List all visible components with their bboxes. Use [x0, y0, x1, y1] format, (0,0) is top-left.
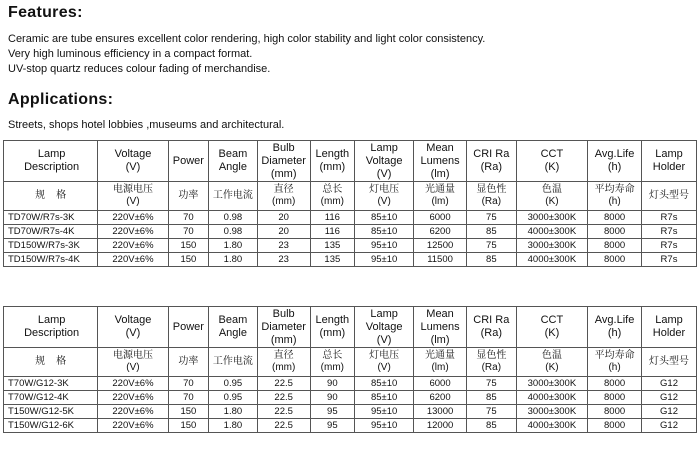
header-cell-cn	[310, 348, 355, 377]
header-cell	[98, 141, 168, 182]
header-name: Avg.Life	[594, 314, 635, 326]
header-cn-label: 显色性	[476, 184, 507, 195]
value-cell: 150	[168, 239, 208, 253]
header-cell	[642, 307, 697, 348]
value-cell: 135	[310, 239, 355, 253]
value-cell: 8000	[588, 253, 642, 267]
header-cell	[466, 141, 516, 182]
header-name: Length	[315, 314, 350, 326]
header-cell-cn	[355, 348, 414, 377]
header-cn-unit: (h)	[608, 362, 621, 373]
header-unit: (mm)	[270, 333, 297, 346]
header-row-en	[4, 141, 697, 182]
header-name-2: Diameter	[261, 320, 306, 333]
header-cell	[588, 141, 642, 182]
header-name: Power	[172, 320, 204, 333]
value-cell: 13000	[414, 405, 467, 419]
header-cn-unit: (V)	[377, 362, 391, 373]
value-cell: 8000	[588, 405, 642, 419]
feature-line-3: UV-stop quartz reduces colour fading of merchandise.	[8, 63, 271, 75]
value-cell: 70	[168, 377, 208, 391]
header-cn-unit: (Ra)	[481, 362, 502, 373]
value-cell: 20	[257, 225, 310, 239]
value-cell: 220V±6%	[98, 419, 168, 433]
value-cell: 95±10	[355, 239, 414, 253]
header-cn-label: 电源电压	[112, 184, 153, 195]
header-cell-cn	[588, 348, 642, 377]
value-cell: 3000±300K	[516, 405, 587, 419]
header-name: CCT	[540, 148, 564, 160]
value-cell: 95±10	[355, 419, 414, 433]
value-cell: 75	[466, 239, 516, 253]
header-name: Bulb	[272, 141, 295, 154]
header-unit: Description	[24, 161, 80, 173]
value-cell: 20	[257, 211, 310, 225]
header-cn-label: 平均寿命	[594, 350, 635, 361]
header-name: Mean	[426, 307, 454, 320]
value-cell: 85±10	[355, 391, 414, 405]
header-name: CRI Ra	[473, 148, 510, 160]
header-name: Avg.Life	[594, 148, 635, 160]
value-cell: 1.80	[209, 419, 258, 433]
header-cn-label: 电源电压	[112, 350, 153, 361]
spec-table-g12	[3, 306, 697, 433]
model-cell: T150W/G12-5K	[4, 405, 98, 419]
header-cell-cn	[209, 348, 258, 377]
header-unit: Angle	[218, 327, 247, 339]
header-cn-label: 总长	[322, 350, 343, 361]
value-cell: 8000	[588, 419, 642, 433]
header-cn-unit: (V)	[126, 362, 140, 373]
header-name-2: Lumens	[420, 154, 460, 167]
header-name: CRI Ra	[473, 314, 510, 326]
value-cell: 220V±6%	[98, 225, 168, 239]
header-cell-cn	[466, 348, 516, 377]
spec-table-r7s	[3, 140, 697, 267]
value-cell: 0.95	[209, 377, 258, 391]
value-cell: 8000	[588, 225, 642, 239]
header-unit: (Ra)	[480, 327, 503, 339]
value-cell: G12	[642, 419, 697, 433]
table-row	[4, 405, 697, 419]
header-cell	[168, 307, 208, 348]
value-cell: 220V±6%	[98, 405, 168, 419]
header-unit: Holder	[652, 327, 686, 339]
value-cell: 22.5	[257, 419, 310, 433]
value-cell: 75	[466, 211, 516, 225]
value-cell: 150	[168, 419, 208, 433]
model-cell: T150W/G12-6K	[4, 419, 98, 433]
value-cell: 150	[168, 405, 208, 419]
header-name: Voltage	[114, 148, 152, 160]
header-cn-unit: (V)	[126, 196, 140, 207]
header-cell-cn	[355, 182, 414, 211]
header-cell	[257, 307, 310, 348]
value-cell: 85	[466, 253, 516, 267]
header-name: Length	[315, 148, 350, 160]
value-cell: 1.80	[209, 253, 258, 267]
value-cell: 8000	[588, 391, 642, 405]
header-unit: (h)	[607, 327, 622, 339]
value-cell: 6200	[414, 391, 467, 405]
applications-heading: Applications:	[8, 91, 114, 108]
model-cell: T70W/G12-3K	[4, 377, 98, 391]
value-cell: G12	[642, 391, 697, 405]
header-cell-cn	[516, 348, 587, 377]
header-name: Beam	[218, 314, 248, 326]
header-cn-unit: (mm)	[272, 362, 296, 373]
header-cell	[209, 141, 258, 182]
value-cell: 6000	[414, 377, 467, 391]
value-cell: 4000±300K	[516, 225, 587, 239]
model-cell: TD150W/R7s-4K	[4, 253, 98, 267]
header-cell-cn	[168, 348, 208, 377]
value-cell: 95±10	[355, 405, 414, 419]
header-cell-cn	[310, 182, 355, 211]
table-row	[4, 239, 697, 253]
header-unit: Angle	[218, 161, 247, 173]
header-cn-label: 色温	[541, 184, 562, 195]
header-cell	[588, 307, 642, 348]
header-cn-label: 功率	[178, 190, 199, 201]
header-name: Lamp	[370, 141, 398, 154]
value-cell: 220V±6%	[98, 253, 168, 267]
header-cn-label: 光通量	[425, 350, 456, 361]
header-unit: (h)	[607, 161, 622, 173]
header-cell	[310, 307, 355, 348]
header-cn-unit: (h)	[608, 196, 621, 207]
value-cell: 22.5	[257, 377, 310, 391]
header-cn-unit: (K)	[545, 362, 559, 373]
header-name-2: Diameter	[261, 154, 306, 167]
value-cell: 0.95	[209, 391, 258, 405]
header-cell	[98, 307, 168, 348]
header-cn-label: 平均寿命	[594, 184, 635, 195]
value-cell: G12	[642, 405, 697, 419]
header-cn-unit: (lm)	[431, 362, 449, 373]
header-name: Mean	[426, 141, 454, 154]
header-cell	[310, 141, 355, 182]
table-row	[4, 225, 697, 239]
header-unit: (K)	[544, 161, 560, 173]
value-cell: 70	[168, 211, 208, 225]
value-cell: 4000±300K	[516, 391, 587, 405]
header-cn-label: 灯电压	[369, 184, 400, 195]
header-cell-cn	[516, 182, 587, 211]
header-cell	[209, 307, 258, 348]
value-cell: R7s	[642, 253, 697, 267]
header-cn-label: 直径	[273, 184, 294, 195]
header-cn-label: 色温	[541, 350, 562, 361]
header-cell-cn	[98, 182, 168, 211]
header-cell-cn	[98, 348, 168, 377]
header-name-2: Voltage	[365, 154, 403, 167]
header-cn-label: 工作电流	[212, 356, 253, 367]
header-name: Lamp	[655, 314, 683, 326]
value-cell: 22.5	[257, 391, 310, 405]
header-unit: (V)	[376, 333, 392, 346]
header-cell	[355, 141, 414, 182]
features-heading: Features:	[8, 4, 83, 21]
header-unit: Holder	[652, 161, 686, 173]
header-cn-unit: (mm)	[320, 196, 344, 207]
value-cell: 6200	[414, 225, 467, 239]
value-cell: 220V±6%	[98, 377, 168, 391]
header-cell	[466, 307, 516, 348]
value-cell: 95	[310, 419, 355, 433]
value-cell: 12000	[414, 419, 467, 433]
value-cell: 8000	[588, 211, 642, 225]
value-cell: 220V±6%	[98, 239, 168, 253]
header-name: Lamp	[37, 148, 66, 160]
header-unit: (lm)	[430, 167, 450, 180]
table-row	[4, 377, 697, 391]
header-cn-unit: (V)	[377, 196, 391, 207]
header-name-2: Lumens	[420, 320, 460, 333]
header-cell	[516, 141, 587, 182]
header-cn-label: 光通量	[425, 184, 456, 195]
header-cell-cn	[414, 348, 467, 377]
header-cell-cn	[642, 182, 697, 211]
value-cell: 85	[466, 391, 516, 405]
header-cell-cn	[257, 348, 310, 377]
header-cn-label: 总长	[322, 184, 343, 195]
model-cell: T70W/G12-4K	[4, 391, 98, 405]
header-cn-label: 规 格	[35, 190, 67, 201]
header-cell-cn	[466, 182, 516, 211]
header-cell-cn	[588, 182, 642, 211]
header-cn-unit: (mm)	[320, 362, 344, 373]
header-cell	[516, 307, 587, 348]
value-cell: 85	[466, 419, 516, 433]
header-cell-cn	[168, 182, 208, 211]
value-cell: 150	[168, 253, 208, 267]
value-cell: 8000	[588, 377, 642, 391]
value-cell: 85	[466, 225, 516, 239]
applications-text: Streets, shops hotel lobbies ,museums and architectural.	[8, 119, 285, 131]
header-name-2: Voltage	[365, 320, 403, 333]
table-row	[4, 211, 697, 225]
header-cell-cn	[414, 182, 467, 211]
header-name: Lamp	[655, 148, 683, 160]
header-cell	[4, 307, 98, 348]
header-cn-label: 直径	[273, 350, 294, 361]
value-cell: 75	[466, 377, 516, 391]
value-cell: 4000±300K	[516, 419, 587, 433]
value-cell: 70	[168, 391, 208, 405]
value-cell: 90	[310, 391, 355, 405]
header-name: Beam	[218, 148, 248, 160]
value-cell: 95	[310, 405, 355, 419]
header-name: Lamp	[37, 314, 66, 326]
header-cell	[414, 141, 467, 182]
header-cn-label: 灯电压	[369, 350, 400, 361]
value-cell: R7s	[642, 239, 697, 253]
value-cell: 12500	[414, 239, 467, 253]
value-cell: 6000	[414, 211, 467, 225]
value-cell: 11500	[414, 253, 467, 267]
header-unit: (V)	[376, 167, 392, 180]
header-cell-cn	[4, 348, 98, 377]
header-unit: (Ra)	[480, 161, 503, 173]
value-cell: 1.80	[209, 405, 258, 419]
header-name: CCT	[540, 314, 564, 326]
feature-line-1: Ceramic are tube ensures excellent color rendering, high color stability and light color consistency.	[8, 33, 486, 45]
value-cell: 220V±6%	[98, 211, 168, 225]
value-cell: 75	[466, 405, 516, 419]
header-cell	[642, 141, 697, 182]
value-cell: 8000	[588, 239, 642, 253]
value-cell: 0.98	[209, 225, 258, 239]
header-cell	[4, 141, 98, 182]
value-cell: 85±10	[355, 377, 414, 391]
value-cell: 70	[168, 225, 208, 239]
table-row	[4, 419, 697, 433]
value-cell: 85±10	[355, 225, 414, 239]
header-cell	[414, 307, 467, 348]
header-name: Power	[172, 154, 204, 167]
value-cell: 116	[310, 211, 355, 225]
value-cell: R7s	[642, 211, 697, 225]
header-row-cn	[4, 182, 697, 211]
header-cell	[257, 141, 310, 182]
header-cn-label: 显色性	[476, 350, 507, 361]
value-cell: 3000±300K	[516, 211, 587, 225]
header-unit: (lm)	[430, 333, 450, 346]
model-cell: TD70W/R7s-3K	[4, 211, 98, 225]
value-cell: 3000±300K	[516, 377, 587, 391]
table-row	[4, 253, 697, 267]
header-unit: (mm)	[270, 167, 297, 180]
header-cell	[168, 141, 208, 182]
header-unit: Description	[24, 327, 80, 339]
header-cn-label: 灯头型号	[649, 356, 689, 367]
value-cell: 3000±300K	[516, 239, 587, 253]
header-cell-cn	[257, 182, 310, 211]
header-row-cn	[4, 348, 697, 377]
header-cell-cn	[4, 182, 98, 211]
value-cell: 85±10	[355, 211, 414, 225]
header-name: Voltage	[114, 314, 152, 326]
header-cn-unit: (lm)	[431, 196, 449, 207]
header-unit: (K)	[544, 327, 560, 339]
value-cell: 116	[310, 225, 355, 239]
header-unit: (V)	[125, 327, 141, 339]
header-row-en	[4, 307, 697, 348]
header-cn-unit: (mm)	[272, 196, 296, 207]
value-cell: 220V±6%	[98, 391, 168, 405]
header-name: Bulb	[272, 307, 295, 320]
value-cell: 0.98	[209, 211, 258, 225]
value-cell: 23	[257, 239, 310, 253]
value-cell: 135	[310, 253, 355, 267]
value-cell: 90	[310, 377, 355, 391]
header-unit: (mm)	[319, 327, 346, 339]
table-row	[4, 391, 697, 405]
header-cell-cn	[209, 182, 258, 211]
header-cn-label: 功率	[178, 356, 199, 367]
value-cell: 22.5	[257, 405, 310, 419]
model-cell: TD70W/R7s-4K	[4, 225, 98, 239]
value-cell: 23	[257, 253, 310, 267]
header-unit: (mm)	[319, 161, 346, 173]
header-cn-label: 规 格	[35, 356, 67, 367]
header-cn-unit: (K)	[545, 196, 559, 207]
value-cell: 1.80	[209, 239, 258, 253]
value-cell: G12	[642, 377, 697, 391]
header-cn-label: 灯头型号	[649, 190, 689, 201]
value-cell: 95±10	[355, 253, 414, 267]
feature-line-2: Very high luminous efficiency in a compact format.	[8, 48, 253, 60]
header-cell-cn	[642, 348, 697, 377]
header-cn-unit: (Ra)	[481, 196, 502, 207]
header-name: Lamp	[370, 307, 398, 320]
value-cell: R7s	[642, 225, 697, 239]
header-cell	[355, 307, 414, 348]
header-unit: (V)	[125, 161, 141, 173]
header-cn-label: 工作电流	[212, 190, 253, 201]
value-cell: 4000±300K	[516, 253, 587, 267]
model-cell: TD150W/R7s-3K	[4, 239, 98, 253]
